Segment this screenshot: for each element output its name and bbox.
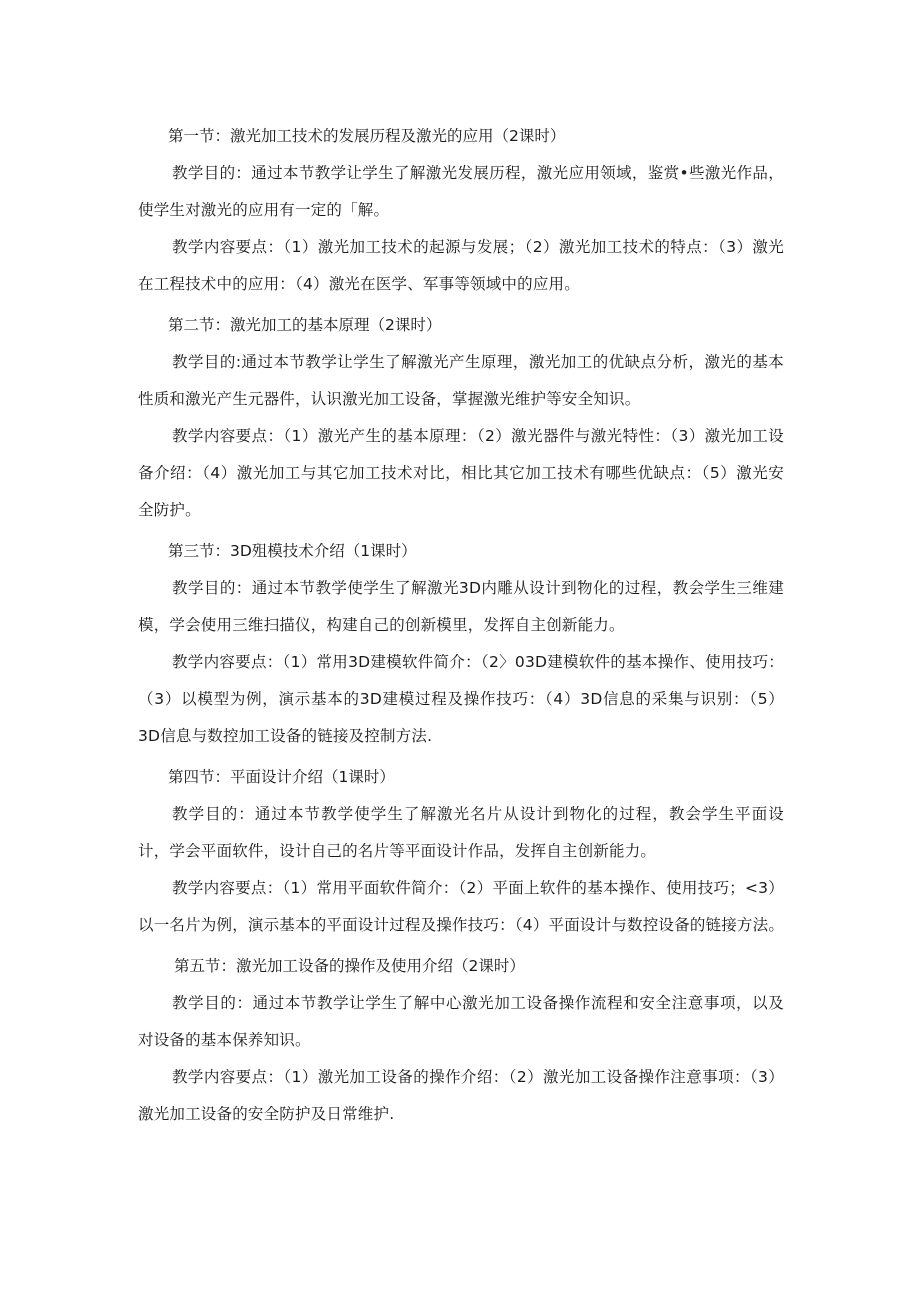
section-5-points: 教学内容要点：（1）激光加工设备的操作介绍：（2）激光加工设备操作注意事项：（3）激光加工设备的安全防护及日常维护. xyxy=(138,1068,784,1123)
section-2-points: 教学内容要点：（1）激光产生的基本原理：（2）激光器件与激光特性：（3）激光加工设备介绍：（4）激光加工与其它加工技术对比，相比其它加工技术有哪些优缺点：（5）激光安全防护。 xyxy=(138,427,784,519)
section-4-objective: 教学目的：通过本节教学使学生了解激光名片从设计到物化的过程，教会学生平面设计，学会平面软件，设计自己的名片等平面设计作品，发挥自主创新能力。 xyxy=(138,805,784,860)
section-4-heading: 第四节：平面设计介绍（1课时） xyxy=(168,768,395,786)
section-5-objective: 教学目的：通过本节教学让学生了解中心激光加工设备操作流程和安全注意事项，以及对设备的基本保养知识。 xyxy=(138,994,784,1049)
section-2-objective: 教学目的:通过本节教学让学生了解激光产生原理，激光加工的优缺点分析，激光的基本性质和激光产生元器件，认识激光加工设备，掌握激光维护等安全知识。 xyxy=(138,353,784,408)
section-1-heading: 第一节：激光加工技术的发展历程及激光的应用（2课时） xyxy=(168,127,566,145)
section-3-heading: 第三节：3D殂模技术介绍（1课时） xyxy=(168,542,417,560)
section-3-objective: 教学目的：通过本节教学使学生了解激光3D内雕从设计到物化的过程，教会学生三维建模，学会使用三维扫描仪，构建自己的创新模里，发挥自主创新能力。 xyxy=(138,579,784,634)
section-5-heading: 第五节：激光加工设备的操作及使用介绍（2课时） xyxy=(174,957,525,975)
section-1-objective: 教学目的：通过本节教学让学生了解激光发展历程，激光应用领域，鉴赏•些激光作品，使学生对激光的应用有一定的「解。 xyxy=(138,164,784,219)
section-4-points: 教学内容要点：（1）常用平面软件简介：（2）平面上软件的基本操作、使用技巧；<3）以一名片为例，演示基本的平面设计过程及操作技巧：（4）平面设计与数控设备的链接方法。 xyxy=(138,879,785,934)
section-2-heading: 第二节：激光加工的基本原理（2课时） xyxy=(168,316,442,334)
section-3-points: 教学内容要点：（1）常用3D建模软件简介：（2〉03D建模软件的基本操作、使用技巧：（3）以模型为例，演示基本的3D建模过程及操作技巧：（4）3D信息的采集与识别：（5）3D信息与数控加工设备的链接及控制方法. xyxy=(138,653,784,745)
section-1-points: 教学内容要点：（1）激光加工技术的起源与发展；（2）激光加工技术的特点：（3）激光在工程技术中的应用：（4）激光在医学、军事等领域中的应用。 xyxy=(138,238,784,293)
document-body xyxy=(138,118,784,1133)
